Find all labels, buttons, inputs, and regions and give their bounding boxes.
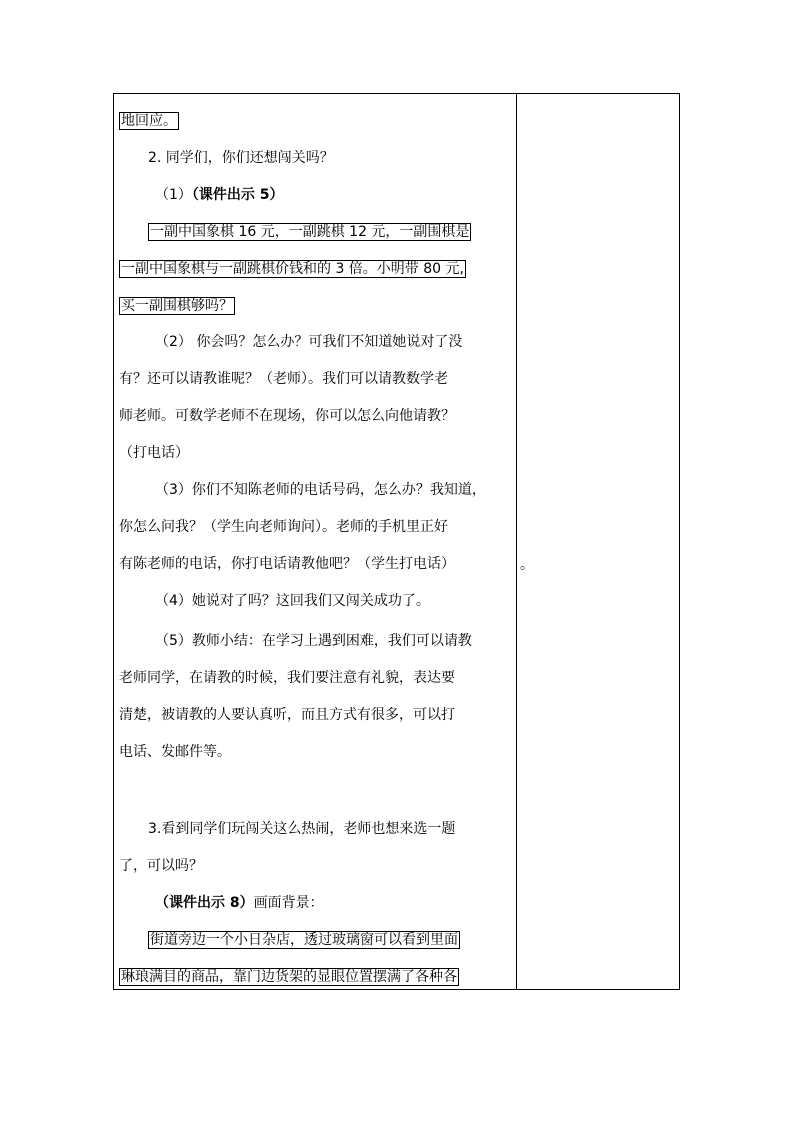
boxed-text: 琳琅满目的商品，靠门边货架的显眼位置摆满了各种各 — [121, 969, 457, 985]
text-line-1 — [119, 111, 179, 131]
boxed-text: 一副中国象棋与一副跳棋价钱和的 3 倍。小明带 80 元, — [121, 261, 464, 277]
text-line-18: 电话、发邮件等。 — [119, 744, 231, 760]
text-line-17: 清楚，被请教的人要认真听，而且方式有很多，可以打 — [119, 707, 455, 723]
text-line-2: 2. 同学们，你们还想闯关吗？ — [148, 150, 334, 166]
text-line-10: （打电话） — [119, 445, 189, 461]
text-line-19: 3.看到同学们玩闯关这么热闹，老师也想来选一题 — [148, 821, 456, 837]
boxed-text: 街道旁边一个小日杂店，透过玻璃窗可以看到里面 — [150, 932, 458, 948]
courseware-label: （课件出示 5） — [191, 187, 284, 203]
text-line-5 — [119, 259, 466, 279]
text-line-20: 了，可以吗？ — [119, 858, 203, 874]
boxed-text: 地回应。 — [121, 113, 177, 129]
text-line-3 — [155, 185, 284, 205]
text-line-13: 有陈老师的电话，你打电话请教他吧？（学生打电话） — [119, 556, 455, 572]
text-line-14: （4）她说对了吗？这回我们又闯关成功了。 — [155, 593, 430, 609]
text-line-8: 有？还可以请教谁呢？（老师）。我们可以请教数学老 — [119, 371, 448, 387]
text-line-22 — [148, 930, 460, 950]
text-line-9: 师老师。可数学老师不在现场，你可以怎么向他请教？ — [119, 408, 455, 424]
text-line-11: （3）你们不知陈老师的电话号码，怎么办？我知道， — [155, 482, 486, 498]
courseware-label: （课件出示 8） — [155, 895, 254, 911]
boxed-text: 一副中国象棋 16 元，一副跳棋 12 元，一副围棋是 — [150, 224, 470, 240]
boxed-text: 买一副围棋够吗？ — [121, 298, 233, 314]
text-line-21 — [155, 893, 324, 913]
text-line-15: （5）教师小结：在学习上遇到困难，我们可以请教 — [155, 633, 472, 649]
notes-cell — [517, 94, 679, 989]
text-line-6 — [119, 296, 235, 316]
notes-mark: 。 — [520, 557, 534, 573]
step-number: （1） — [155, 187, 192, 203]
text-line-4 — [148, 222, 471, 242]
text-line-12: 你怎么问我？（学生向老师询问）。老师的手机里正好 — [119, 519, 448, 535]
scene-label: 画面背景： — [253, 895, 324, 911]
text-line-23 — [119, 967, 459, 987]
text-line-16: 老师同学，在请教的时候，我们要注意有礼貌，表达要 — [119, 670, 455, 686]
text-line-7: （2） 你会吗？怎么办？可我们不知道她说对了没 — [155, 334, 463, 350]
